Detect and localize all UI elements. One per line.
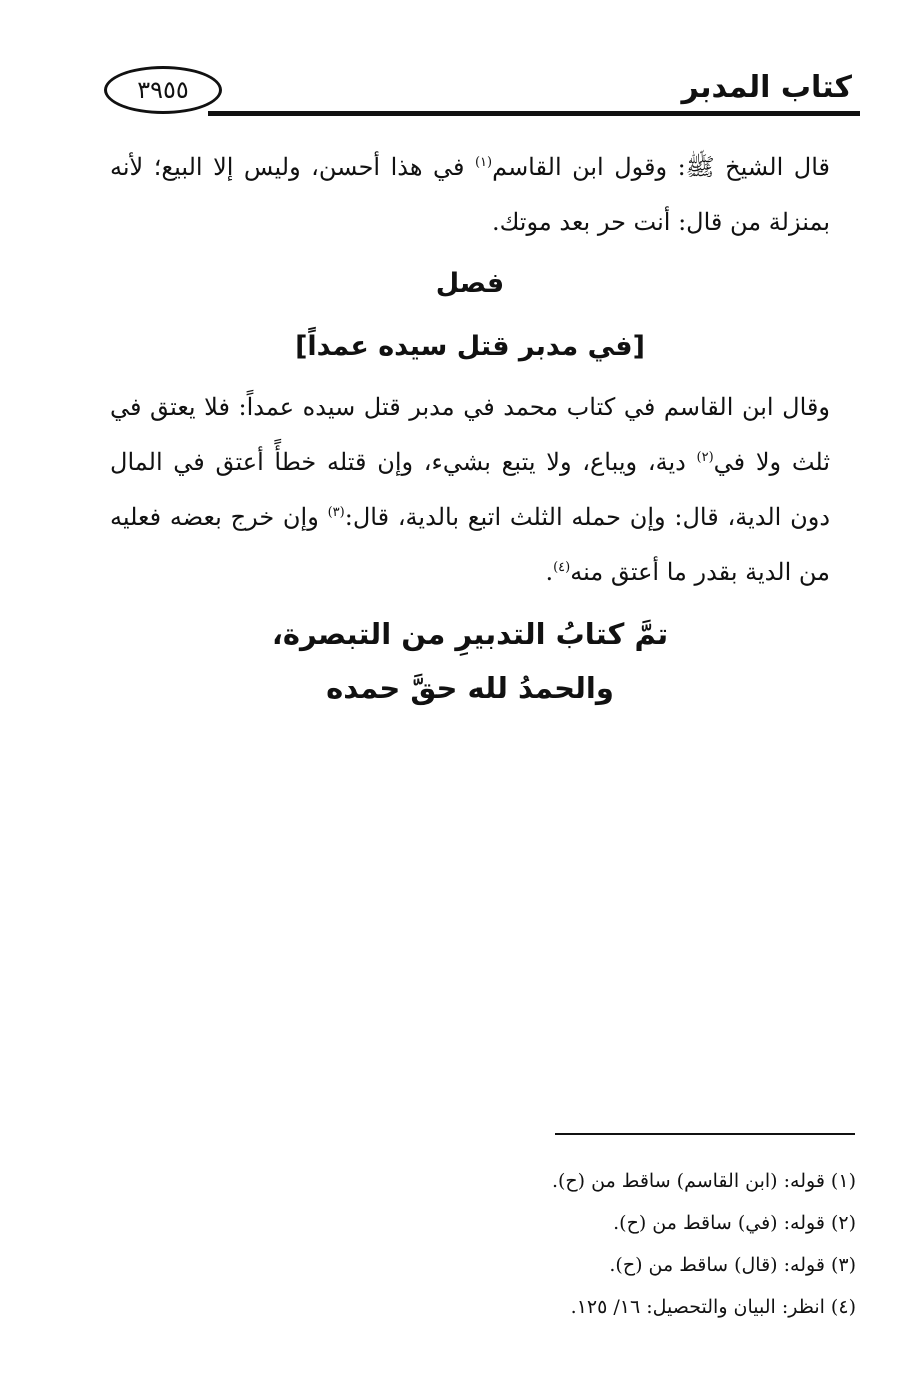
paragraph-2-text-b: دية، ويباع، ولا يتبع بشيء، وإن قتله خطأً أعتق في المال دون الدية، قال: وإن حمله الثلث اتبع بالدية، قال:	[110, 448, 831, 531]
footnotes	[236, 1160, 856, 1328]
header-rule	[208, 111, 860, 116]
page-number: ٣٩٥٥	[104, 66, 222, 114]
footnote-3: (٣) قوله: (قال) ساقط من (ح).	[609, 1254, 856, 1276]
footnote-separator	[555, 1133, 855, 1135]
footnote-2: (٢) قوله: (في) ساقط من (ح).	[613, 1212, 856, 1234]
section-heading: فصل	[435, 268, 505, 299]
paragraph-1	[110, 140, 830, 250]
paragraph-2-text-d: .	[545, 558, 554, 586]
paragraph-2-text-c: وإن خرج بعضه فعليه من الدية بقدر ما أعتق منه	[110, 503, 830, 586]
paragraph-1-text-a: قال الشيخ ﷺ: وقول ابن القاسم	[492, 153, 830, 181]
footnote-ref-1: (١)	[474, 155, 493, 170]
chapter-title: كتاب المدبر	[681, 70, 852, 105]
closing-line-2: والحمدُ لله حقَّ حمده	[326, 671, 614, 705]
footnote-ref-4: (٤)	[553, 560, 571, 575]
section-subheading: [في مدبر قتل سيده عمداً]	[295, 331, 645, 362]
closing-line-1: تمَّ كتابُ التدبيرِ من التبصرة،	[271, 617, 669, 651]
paragraph-1-text-b: في هذا أحسن، وليس إلا البيع؛ لأنه بمنزلة من قال: أنت حر بعد موتك.	[110, 153, 830, 236]
paragraph-2-text-a: وقال ابن القاسم في كتاب محمد في مدبر قتل سيده عمداً: فلا يعتق في ثلث ولا في	[110, 393, 831, 476]
footnote-ref-2: (٢)	[696, 450, 714, 465]
paragraph-2	[110, 380, 830, 600]
footnote-ref-3: (٣)	[327, 505, 345, 520]
footnote-4: (٤) انظر: البيان والتحصيل: ١٦/ ١٢٥.	[570, 1296, 856, 1318]
footnote-1: (١) قوله: (ابن القاسم) ساقط من (ح).	[551, 1170, 856, 1192]
page-header	[100, 60, 860, 120]
